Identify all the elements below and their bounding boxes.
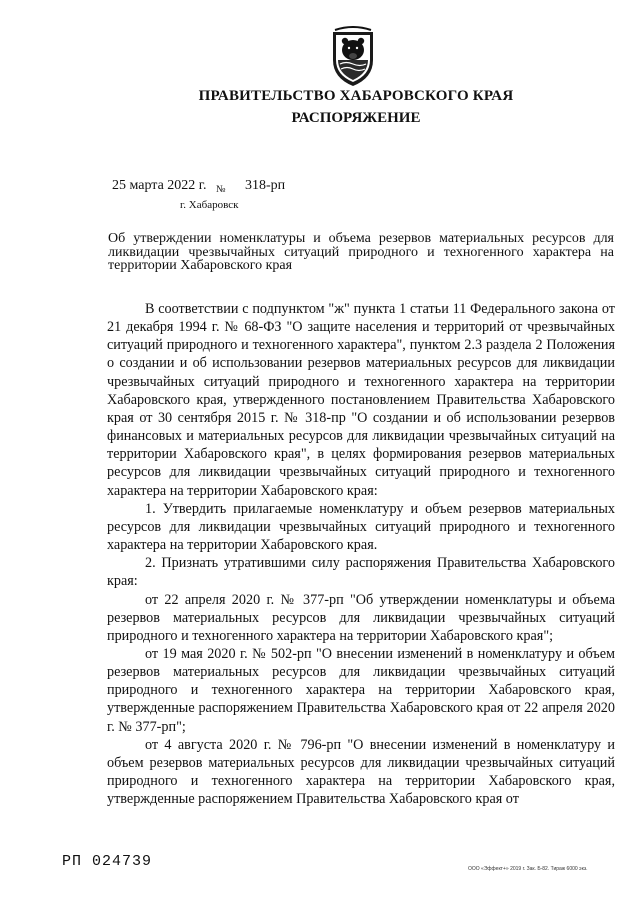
document-type: РАСПОРЯЖЕНИЕ (291, 110, 421, 126)
body-paragraph: В соответствии с подпунктом "ж" пункта 1 статьи 11 Федерального закона от 21 декабря 1994 г. № 68-ФЗ "О защите населения и территорий от чрезвычайных ситуаций природного и техногенного характера", пунктом 2.3 раздела 2 Положения о создании и об использовании резервов материальных ресурсов для ликвидации чрезвычайных ситуаций природного и техногенного характера на территории Хабаровского края, утвержденного постановлением Правительства Хабаровского края от 30 сентября 2015 г. № 318-пр "О создании и об использовании резервов финансовых и материальных ресурсов для ликвидации чрезвычайных ситуаций на территории Хабаровского края", в целях формирования резервов материальных ресурсов для ликвидации чрезвычайных ситуаций природного и техногенного характера на территории Хабаровского края: (107, 301, 615, 499)
government-title: ПРАВИТЕЛЬСТВО ХАБАРОВСКОГО КРАЯ (198, 88, 514, 104)
document-subject: Об утверждении номенклатуры и объема резервов материальных ресурсов для ликвидации чрезвычайных ситуаций природного и техногенного характера на территории Хабаровского края (108, 231, 614, 273)
coat-of-arms-icon (329, 26, 377, 88)
number-sign: № (215, 184, 226, 195)
document-body (107, 300, 615, 808)
document-date-line (112, 178, 285, 194)
body-paragraph: от 4 августа 2020 г. № 796-рп "О внесении изменений в номенклатуру и объем резервов материальных ресурсов для ликвидации чрезвычайных ситуаций природного и техногенного характера на территории Хабаровского края, утвержденные распоряжением Правительства Хабаровского края от (107, 736, 615, 808)
body-paragraph: от 22 апреля 2020 г. № 377-рп "Об утверждении номенклатуры и объема резервов материальных ресурсов для ликвидации чрезвычайных ситуаций природного и техногенного характера на территории Хабаровского края"; (107, 591, 615, 644)
print-info: ООО «Эффект+» 2019 г. Зак. Б-82. Тираж 6000 экз. (468, 866, 588, 872)
body-paragraph: 1. Утвердить прилагаемые номенклатуру и объем резервов материальных ресурсов для ликвидации чрезвычайных ситуаций природного и техногенного характера на территории Хабаровского края. (107, 500, 615, 554)
body-paragraph: 2. Признать утратившими силу распоряжения Правительства Хабаровского края: (107, 555, 615, 590)
document-date: 25 марта 2022 г. (112, 178, 207, 193)
document-city: г. Хабаровск (180, 199, 239, 211)
document-number: 318-рп (245, 178, 286, 193)
form-serial-code: РП 024739 (62, 853, 153, 870)
body-paragraph: от 19 мая 2020 г. № 502-рп "О внесении изменений в номенклатуру и объем резервов материальных ресурсов для ликвидации чрезвычайных ситуаций природного и техногенного характера на территории Хабаровского края, утвержденные распоряжением Правительства Хабаровского края от 22 апреля 2020 г. № 377-рп"; (107, 645, 615, 735)
